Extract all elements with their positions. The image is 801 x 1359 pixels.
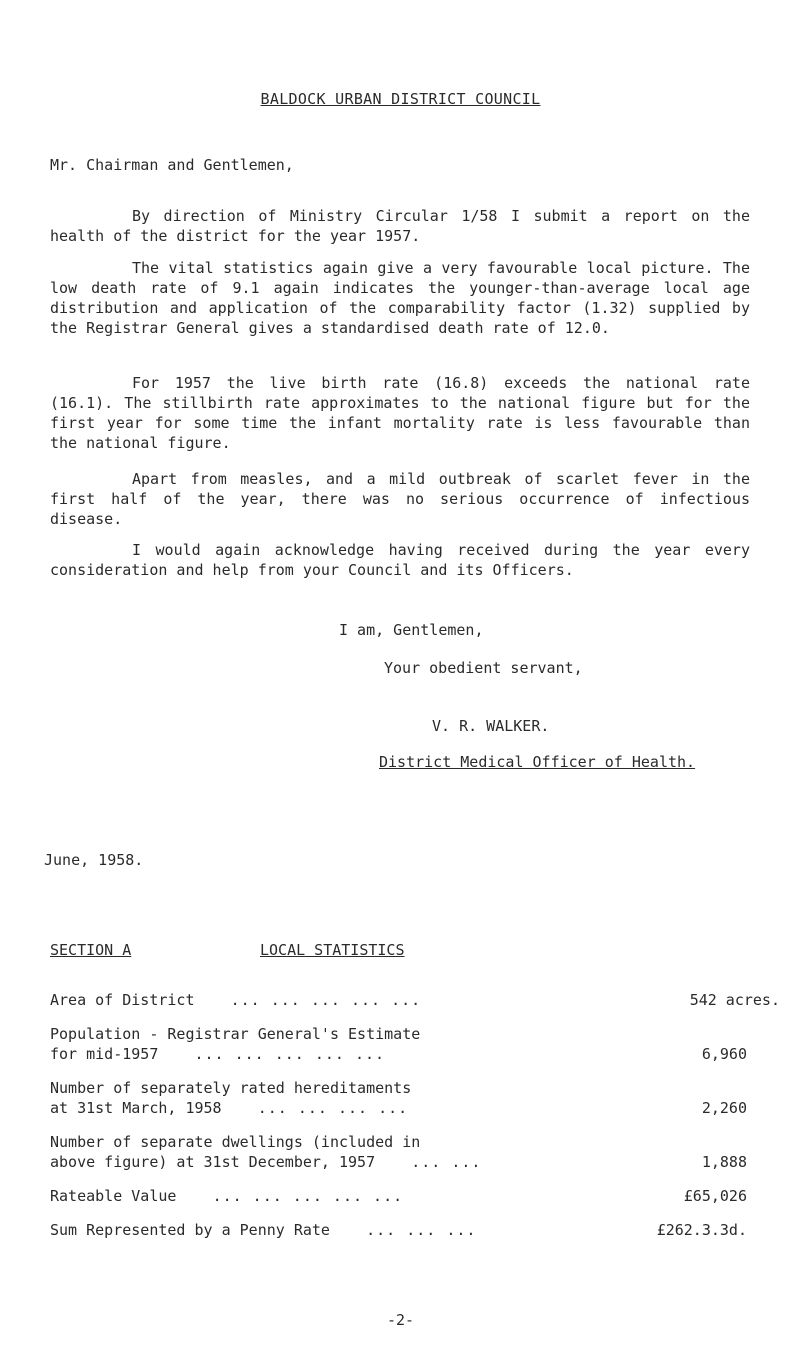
- stat-value: 6,960: [701, 1045, 747, 1063]
- letter-date: June, 1958.: [44, 851, 144, 869]
- closing-line: I am, Gentlemen,: [339, 621, 484, 639]
- stat-label: Number of separate dwellings (included in above figure) at 31st December, 1957 ... ...: [50, 1133, 482, 1171]
- paragraph-5: I would again acknowledge having received during the year every consideration and help from your Council and its Officers.: [50, 541, 750, 579]
- signature-title: District Medical Officer of Health.: [379, 753, 696, 771]
- stat-value: 1,888: [701, 1153, 747, 1171]
- paragraph-3: For 1957 the live birth rate (16.8) exceeds the national rate (16.1). The stillbirth rate approximates to the national figure but for the first year for some time the infant mortality rate is less favourable than the national figure.: [50, 374, 750, 452]
- statistics-list: [50, 990, 780, 1254]
- stat-label: Rateable Value ... ... ... ... ...: [50, 1187, 404, 1205]
- stat-label: Number of separately rated hereditaments at 31st March, 1958 ... ... ... ...: [50, 1079, 412, 1117]
- stat-value: £65,026: [683, 1187, 747, 1205]
- section-title: LOCAL STATISTICS: [260, 941, 405, 959]
- section-label: SECTION A: [50, 941, 132, 959]
- stat-row: [50, 1220, 765, 1240]
- stat-leader: ... ... ... ... ...: [212, 1187, 404, 1205]
- stat-label: Sum Represented by a Penny Rate ... ... ...: [50, 1221, 477, 1239]
- stat-leader: ... ... ...: [366, 1221, 477, 1239]
- stat-row: [50, 1024, 765, 1064]
- closing-servant: Your obedient servant,: [384, 659, 583, 677]
- stat-row: [50, 990, 780, 1010]
- paragraph-1: By direction of Ministry Circular 1/58 I submit a report on the health of the district for the year 1957.: [50, 207, 750, 245]
- stat-row: [50, 1186, 765, 1206]
- paragraph-2: The vital statistics again give a very favourable local picture. The low death rate of 9.1 again indicates the younger-than-average local age distribution and application of the comparability factor (1.32) supplied by the Registrar General gives a standardised death rate of 12.0.: [50, 259, 750, 337]
- stat-leader: ... ... ... ...: [257, 1099, 409, 1117]
- signature: V. R. WALKER.: [432, 717, 550, 735]
- stat-label: Area of District ... ... ... ... ...: [50, 991, 422, 1009]
- stat-leader: ... ... ... ... ...: [194, 1045, 386, 1063]
- stat-value: 542 acres.: [689, 991, 780, 1009]
- stat-leader: ... ...: [411, 1153, 482, 1171]
- paragraph-4: Apart from measles, and a mild outbreak of scarlet fever in the first half of the year, there was no serious occurrence of infectious disease.: [50, 470, 750, 528]
- page-number: -2-: [386, 1311, 415, 1329]
- salutation: Mr. Chairman and Gentlemen,: [50, 156, 294, 174]
- stat-leader: ... ... ... ... ...: [230, 991, 422, 1009]
- stat-value: £262.3.3d.: [656, 1221, 747, 1239]
- stat-row: [50, 1132, 765, 1172]
- stat-value: 2,260: [701, 1099, 747, 1117]
- page-title: BALDOCK URBAN DISTRICT COUNCIL: [260, 90, 541, 108]
- stat-row: [50, 1078, 765, 1118]
- stat-label: Population - Registrar General's Estimate for mid-1957 ... ... ... ... ...: [50, 1025, 421, 1063]
